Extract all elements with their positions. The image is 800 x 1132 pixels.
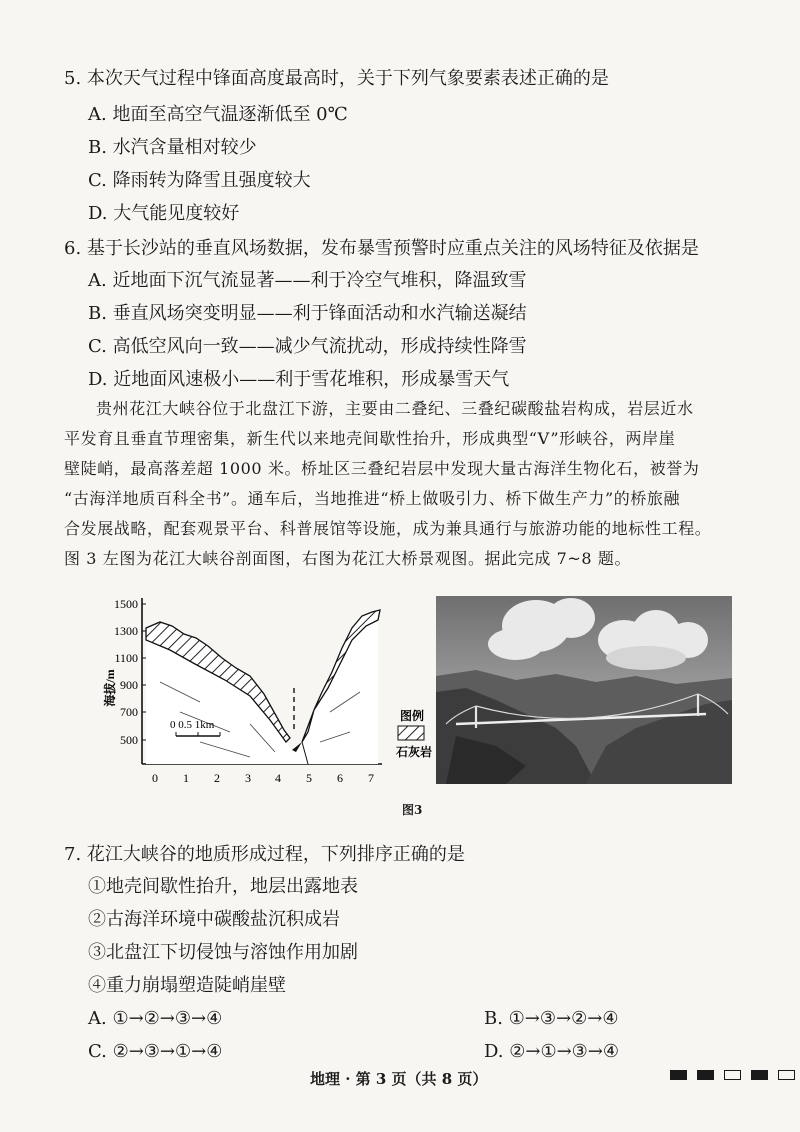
y-tick-label: 1100: [114, 651, 138, 665]
y-tick-label: 900: [120, 678, 138, 692]
x-tick-labels: [152, 771, 374, 785]
question-7-item-4: ④重力崩塌塑造陡峭崖壁: [88, 975, 286, 996]
page-mark-filled: [751, 1070, 768, 1080]
passage-line: 壁陡峭，最高落差超 1000 米。桥址区三叠纪岩层中发现大量古海洋生物化石，被誉为: [64, 459, 700, 478]
y-axis-label: 海拔/m: [103, 669, 117, 707]
y-tick-label: 500: [120, 733, 138, 747]
x-tick-label: 1: [183, 771, 189, 785]
x-tick-label: 3: [245, 771, 251, 785]
passage-line: 平发育且垂直节理密集，新生代以来地壳间歇性抬升，形成典型“V”形峡谷，两岸崖: [64, 429, 676, 448]
passage-line: 合发展战略，配套观景平台、科普展馆等设施，成为兼具通行与旅游功能的地标性工程。: [64, 519, 712, 538]
question-7-item-2: ②古海洋环境中碳酸盐沉积成岩: [88, 909, 340, 930]
question-7-option-d: D. ②→①→③→④: [484, 1041, 620, 1062]
page-footer: 地理 · 第 3 页（共 8 页）: [310, 1070, 488, 1088]
question-7-option-b: B. ①→③→②→④: [484, 1008, 619, 1029]
y-tick-label: 1500: [114, 597, 138, 611]
x-tick-label: 0: [152, 771, 158, 785]
question-6-option-d: D. 近地面风速极小——利于雪花堆积，形成暴雪天气: [88, 369, 510, 390]
passage-line: 图 3 左图为花江大峡谷剖面图，右图为花江大桥景观图。据此完成 7~8 题。: [64, 549, 632, 568]
question-7-stem: 7. 花江大峡谷的地质形成过程，下列排序正确的是: [64, 844, 465, 865]
page-mark-filled: [670, 1070, 687, 1080]
x-tick-label: 7: [368, 771, 374, 785]
question-6-option-b: B. 垂直风场突变明显——利于锋面活动和水汽输送凝结: [88, 303, 527, 324]
question-7-option-c: C. ②→③→①→④: [88, 1041, 223, 1062]
question-6-option-a: A. 近地面下沉气流显著——利于冷空气堆积，降温致雪: [88, 270, 527, 291]
y-tick-labels: [114, 597, 138, 747]
passage: [64, 394, 754, 574]
page-mark-empty: [724, 1070, 741, 1080]
question-6-stem: 6. 基于长沙站的垂直风场数据，发布暴雪预警时应重点关注的风场特征及依据是: [64, 238, 699, 259]
question-5-option-d: D. 大气能见度较好: [88, 203, 240, 224]
x-tick-label: 5: [306, 771, 312, 785]
legend-hatch-swatch: [398, 726, 424, 740]
huajiang-bridge-photo: [436, 596, 732, 784]
x-tick-label: 2: [214, 771, 220, 785]
legend-item-label: 石灰岩: [396, 745, 433, 759]
passage-line: 贵州花江大峡谷位于北盘江下游，主要由二叠纪、三叠纪碳酸盐岩构成，岩层近水: [96, 399, 694, 418]
question-5-stem: 5. 本次天气过程中锋面高度最高时，关于下列气象要素表述正确的是: [64, 68, 609, 89]
figure-caption: 图3: [402, 803, 423, 817]
page-marks: [670, 1070, 795, 1080]
y-tick-label: 1300: [114, 624, 138, 638]
question-5-option-c: C. 降雨转为降雪且强度较大: [88, 170, 311, 191]
x-tick-label: 6: [337, 771, 343, 785]
question-7-item-1: ①地壳间歇性抬升，地层出露地表: [88, 876, 358, 897]
passage-line: “古海洋地质百科全书”。通车后，当地推进“桥上做吸引力、桥下做生产力”的桥旅融: [64, 489, 681, 508]
page-mark-filled: [697, 1070, 714, 1080]
question-7-option-a: A. ①→②→③→④: [88, 1008, 223, 1029]
y-tick-label: 700: [120, 705, 138, 719]
question-5-option-b: B. 水汽含量相对较少: [88, 137, 257, 158]
scale-label: 0 0.5 1km: [170, 719, 215, 731]
question-5-option-a: A. 地面至高空气温逐渐低至 0℃: [88, 104, 348, 125]
x-tick-label: 4: [275, 771, 281, 785]
page-mark-empty: [778, 1070, 795, 1080]
legend-title: 图例: [400, 709, 425, 723]
question-6-option-c: C. 高低空风向一致——减少气流扰动，形成持续性降雪: [88, 336, 527, 357]
question-7-item-3: ③北盘江下切侵蚀与溶蚀作用加剧: [88, 942, 358, 963]
